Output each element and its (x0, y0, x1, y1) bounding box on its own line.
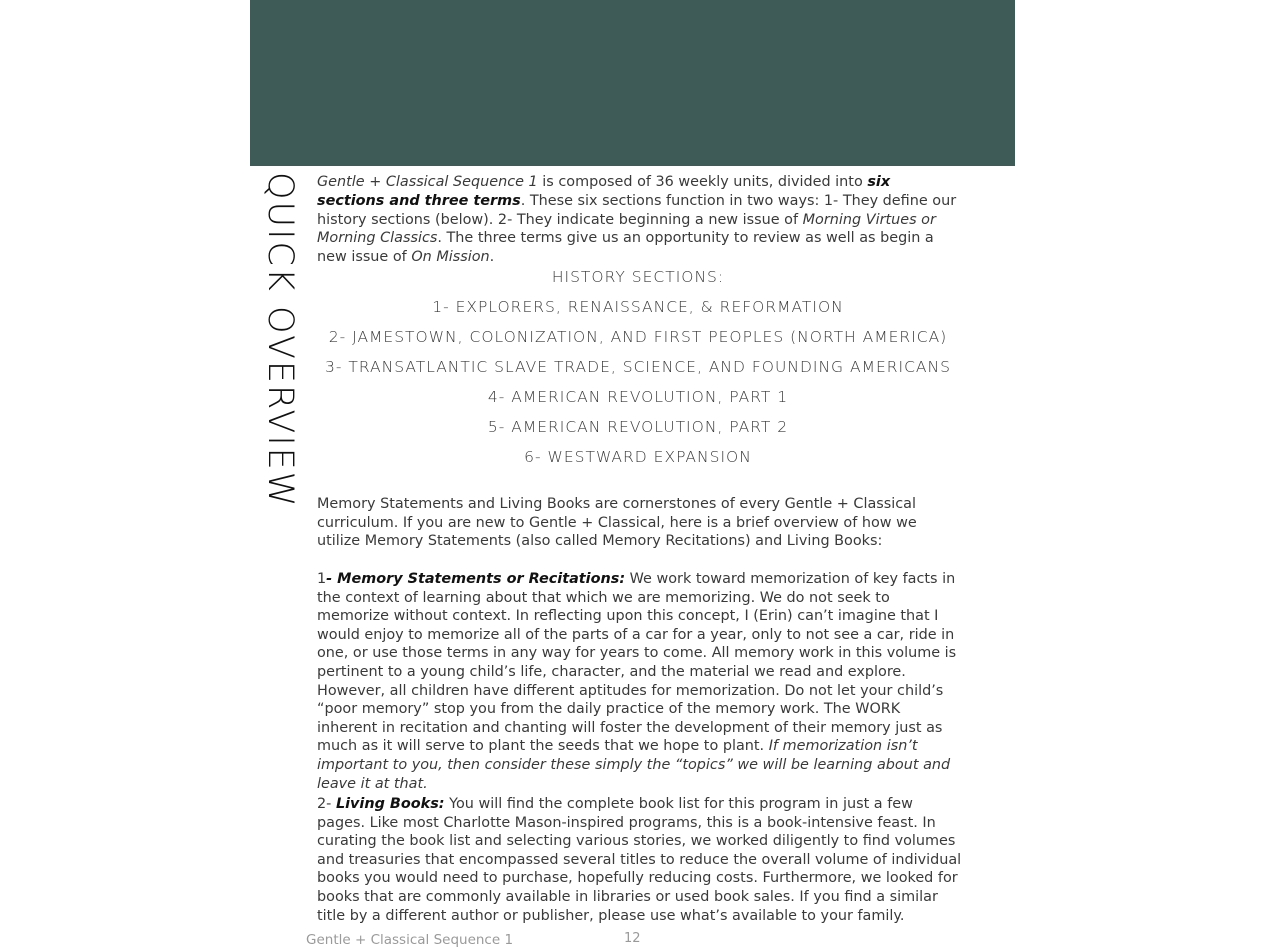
intro-italic-mission: On Mission (411, 249, 490, 266)
cornerstones-paragraph: Memory Statements and Living Books are cornerstones of every Gentle + Classical curriculum. If you are new to Gentle + Classical, here is a brief overview of how we utilize Memory Statements (also called Memory Recitations) and Living Books: (317, 496, 917, 550)
memory-italic: If memorization isn’t important to you, then consider these simply the “topics” we will be learning about and leave it at that. (317, 738, 951, 792)
intro-text-4: . (489, 249, 495, 266)
intro-text-3: . The three terms give us an opportunity to review as well as begin a new issue of (317, 230, 934, 266)
footer-title: Gentle + Classical Sequence 1 (306, 932, 514, 948)
history-item: 4- AMERICAN REVOLUTION, PART 1 (487, 388, 789, 406)
memory-label: - Memory Statements or Recitations: (326, 571, 626, 587)
intro-text-2: . These six sections function in two ways: 1- They define our history sections (below). 2- They indicate beginning a new issue of (317, 192, 957, 228)
intro-paragraph (317, 173, 957, 267)
living-label: Living Books: (335, 796, 445, 812)
history-sections (317, 264, 959, 474)
intro-title-italic: Gentle + Classical Sequence 1 (317, 174, 538, 190)
history-heading: HISTORY SECTIONS: (551, 268, 725, 286)
history-item: 1- EXPLORERS, RENAISSANCE, & REFORMATION (432, 298, 844, 316)
living-text: You will find the complete book list for this program in just a few pages. Like most Charlotte Mason-inspired programs, this is a book-intensive feast. In curating the book list and selecting various stories, we worked diligently to find volumes and treasuries that encompassed several titles to reduce the overall volume of individual books you would need to purchase, hopefully reducing costs. Furthermore, we looked for books that are commonly available in libraries or used book sales. If you find a similar title by a different author or publisher, please use what’s available to your family. (317, 796, 962, 924)
intro-bold-italic: six sections and three terms (317, 174, 891, 209)
living-books-paragraph (317, 795, 962, 925)
memory-text: We work toward memorization of key facts in the context of learning about that which we are memorizing. We do not seek to memorize without context. In reflecting upon this concept, I (Erin) can’t imagine that I would enjoy to memorize all of the parts of a car for a year, only to not see a car, ride in one, or use those terms in any way for years to come. All memory work in this volume is pertinent to a young child’s life, character, and the material we read and explore. However, all children have different aptitudes for memorization. Do not let your child’s “poor memory” stop you from the daily practice of the memory work. The WORK inherent in recitation and chanting will foster the development of their memory just as much as it will serve to plant the seeds that we hope to plant. (317, 571, 957, 755)
quick-overview-title: QUICK OVERVIEW (260, 172, 300, 509)
history-item: 5- AMERICAN REVOLUTION, PART 2 (487, 418, 789, 436)
page-number: 12 (624, 931, 641, 946)
memory-num: 1 (317, 571, 327, 587)
history-item: 6- WESTWARD EXPANSION (524, 448, 752, 466)
history-item: 2- JAMESTOWN, COLONIZATION, AND FIRST PEOPLES (NORTH AMERICA) (328, 328, 948, 346)
memory-statements-paragraph (317, 570, 962, 793)
intro-text-1: is composed of 36 weekly units, divided into (537, 174, 868, 190)
header-band (250, 0, 1015, 166)
living-num: 2- (317, 796, 336, 812)
intro-italic-issues: Morning Virtues or Morning Classics (317, 211, 936, 247)
history-item: 3- TRANSATLANTIC SLAVE TRADE, SCIENCE, AND FOUNDING AMERICANS (325, 358, 951, 376)
